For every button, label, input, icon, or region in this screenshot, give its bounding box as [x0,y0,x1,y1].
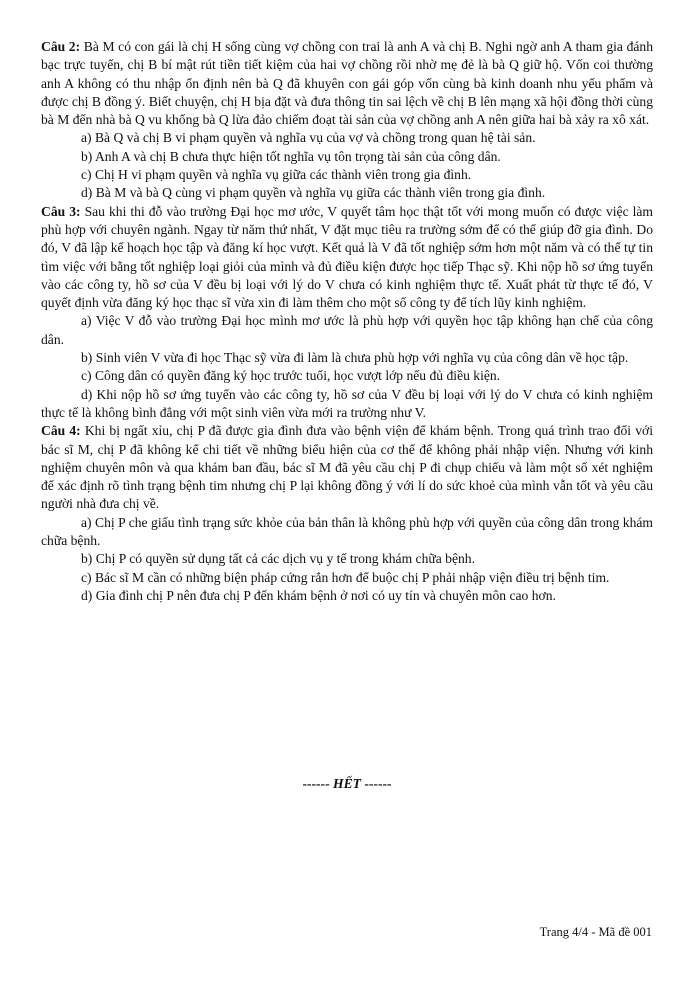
option-d: d) Khi nộp hồ sơ ứng tuyển vào các công ty, hồ sơ của V đều bị loại với lý do V chưa có kinh nghiệm thực tế là không bình đẳng với một sinh viên vừa mới ra trường như V. [41,386,653,420]
option-a: a) Việc V đỗ vào trường Đại học mình mơ ước là phù hợp với quyền học tập không hạn chế của công dân. [41,313,653,347]
exam-page-content [41,38,653,605]
question-text: Bà M có con gái là chị H sống cùng vợ chồng con trai là anh A và chị B. Nghi ngờ anh A tham gia đánh bạc trực tuyến, chị B bí mật rút tiền tiết kiệm của hai vợ chồng rồi nhờ mẹ đẻ là bà Q giữ hộ. Vốn coi thường anh A không có thu nhập ổn định nên bà Q đã khuyên con gái góp vốn cùng bà kinh doanh nhu yếu phẩm và được chị B đồng ý. Biết chuyện, chị H bịa đặt và đưa thông tin sai lệch về chị B lên mạng xã hội đồng thời cùng bà M đến nhà bà Q vu khống bà Q lừa đảo chiếm đoạt tài sản của vợ chồng anh A nên giữa hai bà xảy ra xô xát. [41,39,654,128]
option-c: c) Công dân có quyền đăng ký học trước tuổi, học vượt lớp nếu đủ điều kiện. [81,368,501,384]
question-stem [41,203,653,313]
option-a: a) Chị P che giấu tình trạng sức khỏe của bản thân là không phù hợp với quyền của công dân trong khám chữa bệnh. [41,514,653,549]
question-stem [41,38,653,129]
question-text: Sau khi thi đỗ vào trường Đại học mơ ước, V quyết tâm học thật tốt với mong muốn có được việc làm phù hợp với chuyên ngành. Ngay từ năm thứ nhất, V đặt mục tiêu ra trường sớm để có thể giúp đỡ gia đình. Do đó, V đã lập kế hoạch học tập và đăng kí học vượt. Kết quả là V đã tốt nghiệp sớm hơn một năm và có thể tự tin tìm việc với bằng tốt nghiệp loại giỏi của mình và đủ điều kiện được học tiếp Thạc sỹ. Khi nộp hồ sơ ứng tuyển vào các công ty, hồ sơ của V đều bị loại với lý do V chưa có kinh nghiệm thực tế. Xuất phát từ thực tế đó, V quyết định vừa đăng ký học thạc sĩ vừa xin đi làm thêm cho một số công ty để tích lũy kinh nghiệm. [41,203,654,311]
question-label: Câu 3: [41,203,81,219]
option-c: c) Bác sĩ M cần có những biện pháp cứng rắn hơn để buộc chị P phải nhập viện điều trị bệnh tim. [81,569,610,585]
page-footer: Trang 4/4 - Mã đề 001 [539,925,652,939]
end-marker [0,776,694,792]
option-a: a) Bà Q và chị B vi phạm quyền và nghĩa vụ của vợ và chồng trong quan hệ tài sản. [81,130,536,146]
option-c: c) Chị H vi phạm quyền và nghĩa vụ giữa các thành viên trong gia đình. [81,167,472,183]
question-label: Câu 2: [41,39,81,54]
end-word: HẾT [333,776,361,791]
question-label: Câu 4: [41,423,81,439]
option-b: b) Anh A và chị B chưa thực hiện tốt nghĩa vụ tôn trọng tài sản của công dân. [81,148,501,164]
question-text: Khi bị ngất xỉu, chị P đã được gia đình đưa vào bệnh viện để khám bệnh. Trong quá trình trao đổi với bác sĩ M, chị P đã không kể chi tiết về những biểu hiện của cơ thể để không phải nhập viện. Nhưng với kinh nghiệm chuyên môn và qua khám ban đầu, bác sĩ M đã yêu cầu chị P đi chụp chiếu và làm một số xét nghiệm để xác định rõ tình trạng bệnh tim nhưng chị P lại không đồng ý với lí do sức khoẻ của mình vẫn tốt và yêu cầu người nhà đưa chị về. [41,423,653,512]
question-2 [41,38,653,203]
end-dashes-right: ------ [364,776,392,791]
question-stem [41,422,653,513]
question-3 [41,203,653,423]
option-b: b) Chị P có quyền sử dụng tất cả các dịch vụ y tế trong khám chữa bệnh. [81,551,475,567]
option-b: b) Sinh viên V vừa đi học Thạc sỹ vừa đi làm là chưa phù hợp với nghĩa vụ của công dân về học tập. [81,350,629,366]
end-dashes-left: ------ [302,776,330,791]
question-4 [41,422,653,605]
option-d: d) Gia đình chị P nên đưa chị P đến khám bệnh ở nơi có uy tín và chuyên môn cao hơn. [81,587,556,603]
option-d: d) Bà M và bà Q cùng vi phạm quyền và nghĩa vụ giữa các thành viên trong gia đình. [81,185,546,201]
